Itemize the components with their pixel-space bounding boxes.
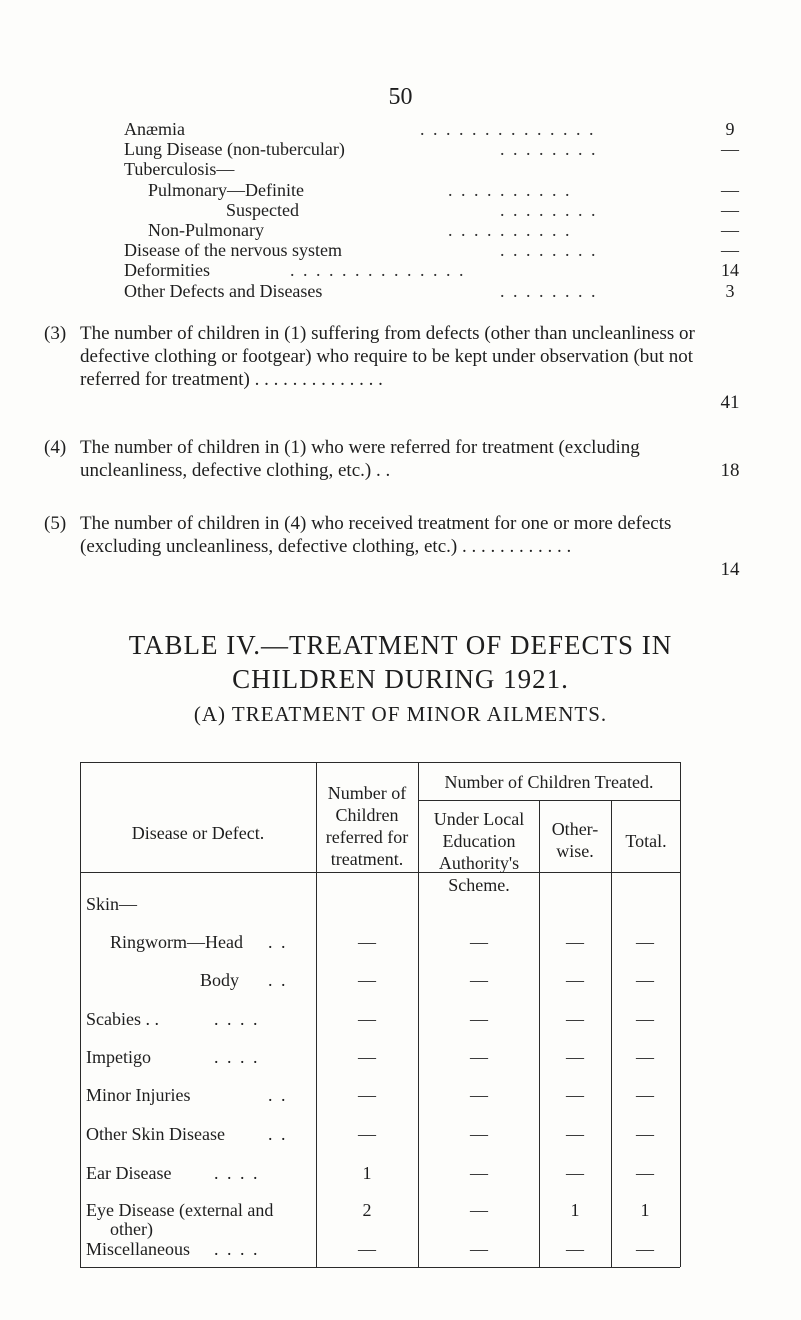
row-name: Minor Injuries <box>86 1085 191 1105</box>
leader-dots: . . . . . . . . <box>500 200 598 220</box>
leader-dots: . . <box>268 932 288 952</box>
list-item-label: Tuberculosis— <box>124 159 235 179</box>
leader-dots: . . <box>268 970 288 990</box>
cell-total: 1 <box>640 1200 650 1220</box>
list-item-label: Lung Disease (non-tubercular) <box>124 139 345 159</box>
cell-scheme: — <box>470 932 488 952</box>
header-otherwise: Other- wise. <box>551 819 599 861</box>
cell-referred: — <box>358 1085 376 1105</box>
header-bottom-rule <box>80 872 680 873</box>
cell-total: — <box>636 1009 654 1029</box>
cell-referred: — <box>358 1239 376 1259</box>
leader-dots: . . . . . . . . <box>500 281 598 301</box>
header-disease: Disease or Defect. <box>131 823 265 843</box>
table-top-rule <box>80 762 680 763</box>
list-item <box>0 239 801 261</box>
paragraph-number: (3) <box>44 323 67 344</box>
cell-total: — <box>636 970 654 990</box>
section-skin-label: Skin— <box>86 894 138 914</box>
cell-otherwise: — <box>566 1163 584 1183</box>
table-row <box>0 1045 801 1069</box>
cell-otherwise: — <box>566 1085 584 1105</box>
cell-total: — <box>636 1163 654 1183</box>
cell-total: — <box>636 932 654 952</box>
leader-dots: . . . . <box>214 1047 260 1067</box>
cell-otherwise: — <box>566 970 584 990</box>
header-total: Total. <box>625 831 667 851</box>
list-item <box>0 259 801 281</box>
list-item <box>0 179 801 201</box>
table-row <box>0 968 801 992</box>
list-item <box>0 199 801 221</box>
leader-dots: . . . . . . . . . . . . . . <box>420 119 596 139</box>
row-name: Ringworm—Head <box>110 932 243 952</box>
list-item-label: Anæmia <box>124 119 185 139</box>
list-item-value: 9 <box>725 119 735 139</box>
cell-scheme: — <box>470 1200 488 1220</box>
cell-otherwise: 1 <box>570 1200 580 1220</box>
leader-dots: . . . . <box>214 1239 260 1259</box>
cell-referred: — <box>358 1009 376 1029</box>
cell-otherwise: — <box>566 1239 584 1259</box>
paragraph-text: The number of children in (1) suffering from defects (other than uncleanliness or defective clothing or footgear) who require to be kept under observation (but not referred for treatment) . . . . . . . . . . . . . . <box>80 323 695 390</box>
cell-referred: — <box>358 1124 376 1144</box>
list-item-value: — <box>721 240 739 260</box>
list-item <box>0 138 801 160</box>
paragraph-5-value: 14 <box>720 559 740 580</box>
cell-scheme: — <box>470 1047 488 1067</box>
cell-scheme: — <box>470 1163 488 1183</box>
cell-scheme: — <box>470 1009 488 1029</box>
list-item <box>0 118 801 140</box>
cell-otherwise: — <box>566 1047 584 1067</box>
list-item-label: Suspected <box>226 200 299 220</box>
table-title-line1: TABLE IV.—TREATMENT OF DEFECTS IN <box>128 630 673 660</box>
list-item-label: Pulmonary—Definite <box>148 180 304 200</box>
row-name: Ear Disease <box>86 1163 172 1183</box>
list-item <box>0 219 801 241</box>
list-item-value: — <box>721 220 739 240</box>
row-name: other) <box>110 1219 153 1239</box>
table-subtitle: (A) TREATMENT OF MINOR AILMENTS. <box>193 702 608 726</box>
paragraph-4-value: 18 <box>720 460 740 481</box>
paragraph-text: The number of children in (1) who were referred for treatment (excluding uncleanliness, defective clothing, etc.) . . <box>80 437 640 481</box>
leader-dots: . . . . <box>214 1009 260 1029</box>
cell-scheme: — <box>470 1085 488 1105</box>
list-item-value: 3 <box>725 281 735 301</box>
row-name: Body <box>200 970 240 990</box>
paragraph-text: The number of children in (4) who received treatment for one or more defects (excluding uncleanliness, defective clothing, etc.) . . . . . . . . . . . . <box>80 513 672 557</box>
row-name: Eye Disease (external and <box>86 1200 274 1220</box>
cell-scheme: — <box>470 1239 488 1259</box>
paragraph-4 <box>44 436 720 482</box>
leader-dots: . . <box>268 1085 288 1105</box>
leader-dots: . . . . . . . . . . <box>448 220 572 240</box>
list-item-label: Disease of the nervous system <box>124 240 342 260</box>
leader-dots: . . . . . . . . . . <box>448 180 572 200</box>
table-row <box>0 1122 801 1146</box>
cell-otherwise: — <box>566 932 584 952</box>
cell-total: — <box>636 1085 654 1105</box>
leader-dots: . . <box>268 1124 288 1144</box>
cell-referred: — <box>358 932 376 952</box>
page-number: 50 <box>388 84 413 110</box>
leader-dots: . . . . . . . . <box>500 240 598 260</box>
paragraph-number: (4) <box>44 437 67 458</box>
list-item-value: — <box>721 180 739 200</box>
list-item-label: Other Defects and Diseases <box>124 281 323 301</box>
list-item-label: Deformities <box>124 260 210 280</box>
cell-referred: 1 <box>362 1163 372 1183</box>
paragraph-5 <box>44 512 720 558</box>
cell-referred: — <box>358 1047 376 1067</box>
table-title-line2: CHILDREN DURING 1921. <box>232 664 569 694</box>
list-item-value: 14 <box>721 260 739 280</box>
cell-scheme: — <box>470 1124 488 1144</box>
cell-total: — <box>636 1124 654 1144</box>
list-item <box>0 280 801 302</box>
paragraph-number: (5) <box>44 513 67 534</box>
row-name: Scabies . . <box>86 1009 159 1029</box>
cell-scheme: — <box>470 970 488 990</box>
cell-referred: — <box>358 970 376 990</box>
header-under-scheme: Under Local Education Authority's Scheme. <box>433 809 525 895</box>
cell-otherwise: — <box>566 1009 584 1029</box>
list-item <box>0 158 801 180</box>
cell-total: — <box>636 1047 654 1067</box>
leader-dots: . . . . <box>214 1163 260 1183</box>
row-name: Impetigo <box>86 1047 151 1067</box>
column-rule <box>611 800 612 1267</box>
table-row <box>0 1007 801 1031</box>
table-row <box>0 1083 801 1107</box>
leader-dots: . . . . . . . . <box>500 139 598 159</box>
cell-total: — <box>636 1239 654 1259</box>
treated-group-rule <box>418 800 680 801</box>
header-treated-group: Number of Children Treated. <box>444 772 654 792</box>
list-item-value: — <box>721 200 739 220</box>
table-section-heading <box>0 892 801 916</box>
table-row <box>0 1237 801 1261</box>
paragraph-3-value: 41 <box>720 392 740 413</box>
header-referred: Number of Children referred for treatment. <box>325 783 409 869</box>
table-row <box>0 1161 801 1185</box>
list-item-value: — <box>721 139 739 159</box>
list-item-label: Non-Pulmonary <box>148 220 264 240</box>
table-bottom-rule <box>80 1267 680 1268</box>
table-row <box>0 930 801 954</box>
paragraph-3 <box>44 322 720 391</box>
cell-otherwise: — <box>566 1124 584 1144</box>
cell-referred: 2 <box>362 1200 372 1220</box>
row-name: Other Skin Disease <box>86 1124 225 1144</box>
column-rule <box>539 800 540 1267</box>
leader-dots: . . . . . . . . . . . . . . <box>290 260 466 280</box>
row-name: Miscellaneous <box>86 1239 190 1259</box>
